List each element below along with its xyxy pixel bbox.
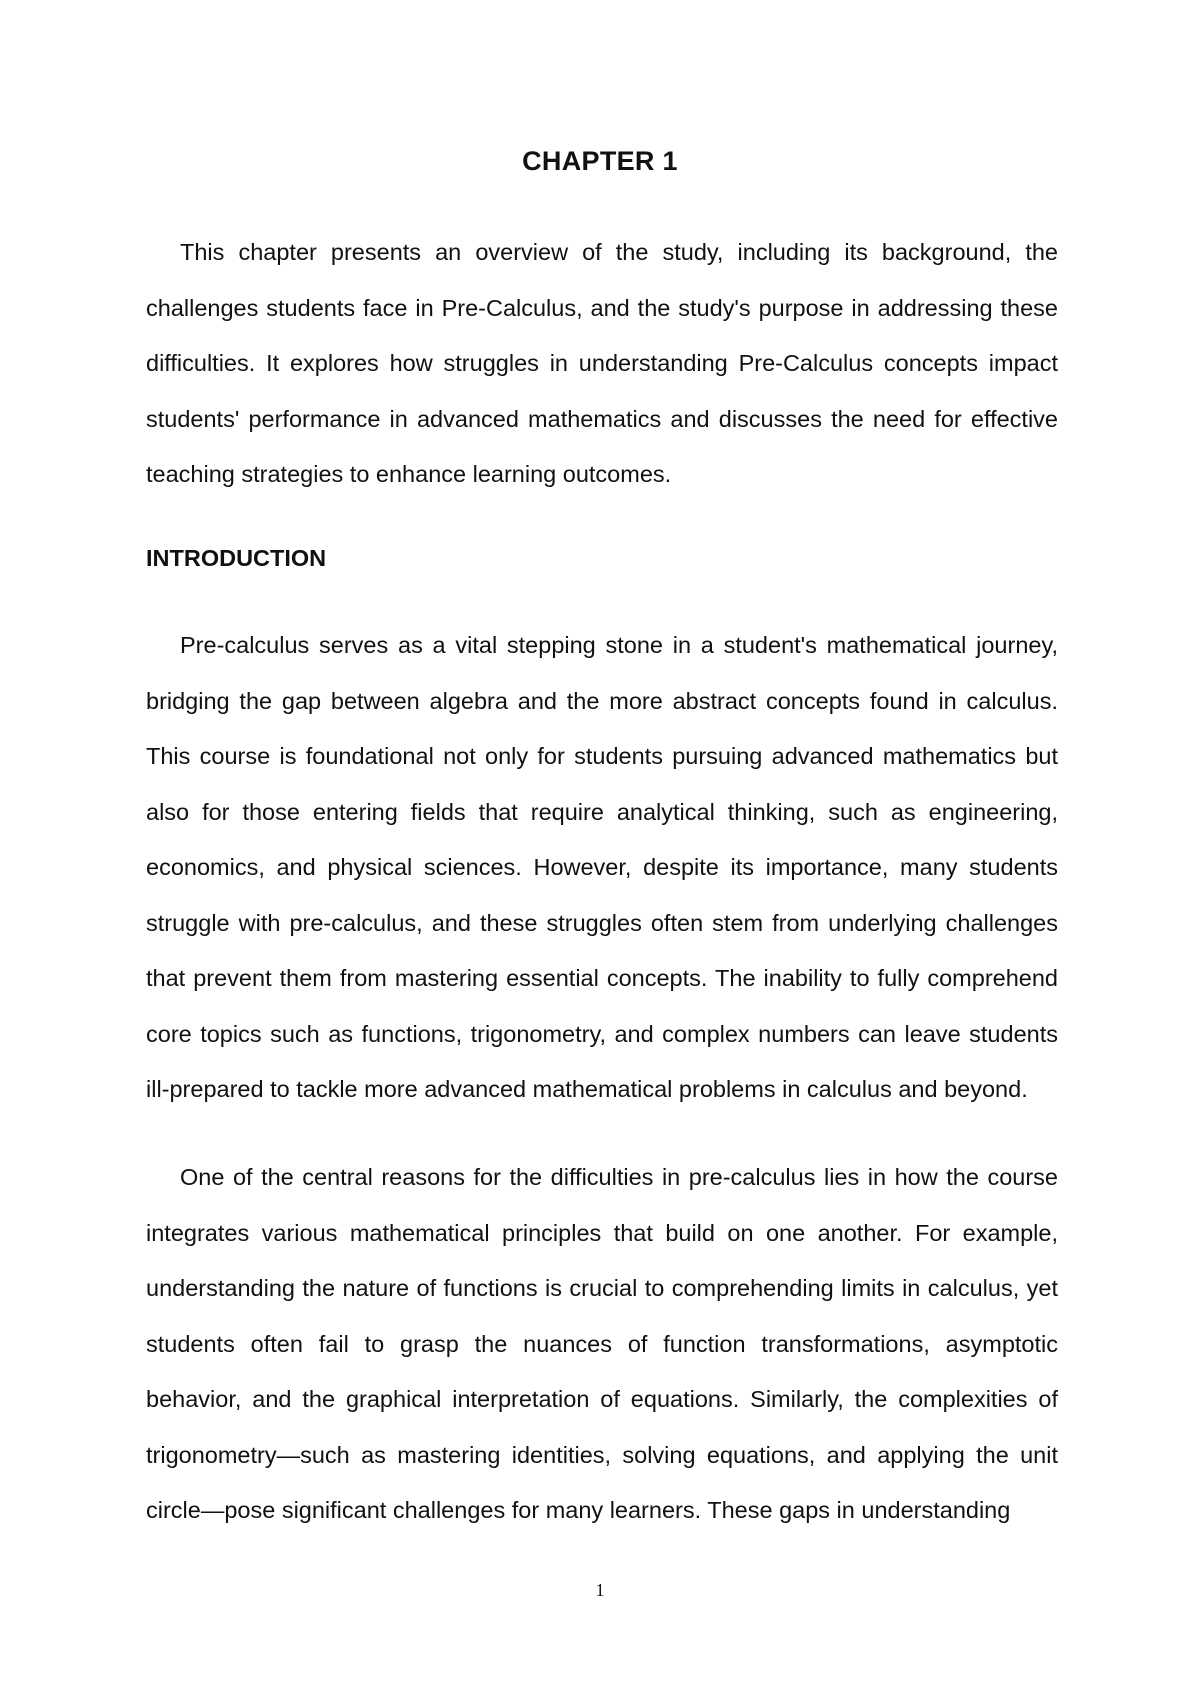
chapter-title: CHAPTER 1: [522, 146, 678, 176]
page-number: 1: [595, 1580, 605, 1600]
chapter-overview-paragraph: This chapter presents an overview of the study, including its background, the challenges students face in Pre-Calculus, and the study's purpose in addressing these difficulties. It explores how struggles in understanding Pre-Calculus concepts impact students' performance in advanced mathematics and discusses the need for effective teaching strategies to enhance learning outcomes.: [146, 239, 1058, 487]
introduction-paragraph-2: One of the central reasons for the difficulties in pre-calculus lies in how the course integrates various mathematical principles that build on one another. For example, understanding the nature of functions is crucial to comprehending limits in calculus, yet students often fail to grasp the nuances of function transformations, asymptotic behavior, and the graphical interpretation of equations. Similarly, the complexities of trigonometry—such as mastering identities, solving equations, and applying the unit circle—pose significant challenges for many learners. These gaps in understanding: [146, 1164, 1058, 1523]
section-heading-introduction: INTRODUCTION: [146, 545, 327, 571]
introduction-paragraph-1: Pre-calculus serves as a vital stepping stone in a student's mathematical journey, bridging the gap between algebra and the more abstract concepts found in calculus. This course is foundational not only for students pursuing advanced mathematics but also for those entering fields that require analytical thinking, such as engineering, economics, and physical sciences. However, despite its importance, many students struggle with pre-calculus, and these struggles often stem from underlying challenges that prevent them from mastering essential concepts. The inability to fully comprehend core topics such as functions, trigonometry, and complex numbers can leave students ill-prepared to tackle more advanced mathematical problems in calculus and beyond.: [146, 632, 1058, 1102]
